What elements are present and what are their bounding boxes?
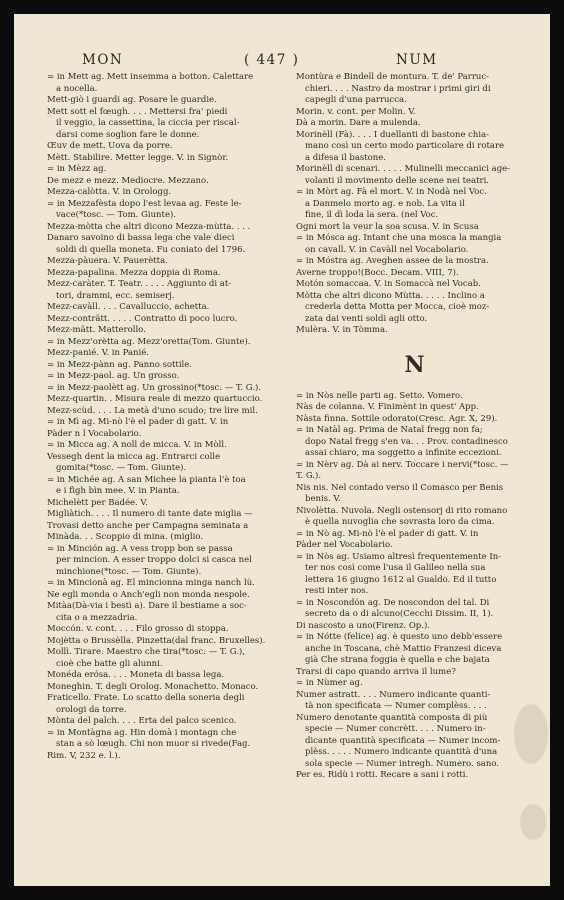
foxing-stain: [520, 804, 546, 840]
text-line: Mezz-mätt. Matterollo.: [47, 325, 146, 335]
right-column-top: [296, 72, 533, 337]
text-line: = in Natàl ag. Prima de Natal fregg non fa;: [296, 425, 483, 435]
text-line: = in Montàgna ag. Hin domà i montagn che: [47, 727, 237, 738]
section-letter-n: N: [404, 351, 425, 378]
text-line: capegli d'una parrucca.: [305, 95, 407, 105]
text-line: Mollì. Tirare. Maestro che tira(*tosc. — T. G.),: [47, 647, 245, 657]
text-line: per mincion. A esser troppo dolci si casca nel: [56, 555, 252, 565]
text-line: Di nascosto a uno(Firenz. Op.).: [296, 620, 430, 631]
text-line: Pàder nel Vocabolario.: [296, 540, 393, 550]
text-line: = in Noscondón ag. De noscondon del tal. Di: [296, 597, 490, 608]
text-line: Per es. Ridù i rotti. Recare a sani i rotti.: [296, 770, 469, 780]
text-line: Œuv de mett. Uova da porre.: [47, 141, 173, 151]
foxing-stain: [514, 704, 548, 764]
text-line: già Che strana foggia è quella e che bajata: [305, 655, 490, 665]
text-line: e i fìgh bìn mee. V. in Pianta.: [56, 486, 180, 496]
text-line: anche in Toscana, chè Mattio Franzesi diceva: [305, 643, 502, 654]
right-column: [296, 72, 533, 782]
text-line: orologi da torre.: [56, 704, 127, 715]
text-line: Nàs de colanna. V. Finimènt in quest' App.: [296, 402, 479, 412]
text-line: = in Mezz-pànn ag. Panno sottile.: [47, 359, 193, 370]
text-line: = in Mezz-paol. ag. Un grosso.: [47, 371, 180, 381]
text-line: Dà a morin. Dare a mulenda.: [296, 118, 421, 128]
text-line: mano così un certo modo particolare di rotare: [305, 141, 505, 151]
text-line: ter nos così come l'usa il Galileo nella sua: [305, 563, 486, 573]
text-line: = in Mincionà ag. El mincionna minga nanch lù.: [47, 578, 255, 588]
text-line: Minàda. . . Scoppio di mina. (miglio.: [47, 532, 204, 542]
text-line: stan a sò lœugh. Chi non muor si rivede(Fag.: [56, 739, 251, 749]
text-line: Michelètt per Badée. V.: [47, 497, 148, 508]
text-line: crederla detta Motta per Mocca, cioè moz-: [305, 302, 490, 312]
text-line: Nàsta finna. Sottile odorato(Cresc. Agr. X, 29).: [296, 413, 498, 424]
text-line: = in Mì ag. Mi-nò l'è el pader di gatt. V. in: [47, 417, 229, 427]
text-line: a Danmelo morto ag. e nob. La vita il: [305, 198, 465, 209]
text-line: sola specie — Numer intregh. Numero. sano.: [305, 758, 500, 769]
page-number: ( 447 ): [244, 52, 300, 68]
text-line: Mònta del palch. . . . Erta del palco scenico.: [47, 716, 237, 726]
text-line: = in Nò ag. Mi-nò l'è el pader di gatt. V. in: [296, 528, 479, 539]
text-line: fine, il dì loda la sera. (nel Voc.: [305, 210, 439, 220]
text-line: dopo Natal fregg s'en va. . . Prov. contadinesco: [305, 436, 508, 447]
text-line: Mezza-calòtta. V. in Orologg.: [47, 187, 172, 197]
text-line: Mezz-panié. V. in Panié.: [47, 348, 149, 358]
text-line: darsi come soglion fare le donne.: [56, 129, 200, 140]
text-line: resti inter nos.: [305, 586, 369, 596]
text-line: soldi di quella moneta. Fu coniato del 1796.: [56, 244, 246, 255]
text-line: Numer astratt. . . . Numero indicante quanti-: [296, 689, 491, 700]
text-line: specie — Numer concrètt. . . . Numero in-: [305, 724, 486, 734]
text-line: Mètt. Stabilire. Metter legge. V. in Signòr.: [47, 152, 229, 163]
text-line: assai chiaro, ma soggetto a infinite eccezioni.: [305, 448, 502, 458]
text-line: Pàder n l Vocabolario.: [47, 428, 142, 439]
text-line: Morin. v. cont. per Molin. V.: [296, 106, 416, 117]
text-line: plèss. . . . . Numero indicante quantità d'una: [305, 747, 498, 757]
text-line: dicante quantità specificata — Numer incom-: [305, 735, 501, 746]
header-right-word: NUM: [396, 52, 438, 68]
text-line: lettera 16 giugno 1612 al Gualdo. Ed il tutto: [305, 574, 497, 585]
text-line: = in Nùmer ag.: [296, 678, 363, 688]
text-line: Monéda erósa. . . . Moneta di bassa lega.: [47, 670, 225, 680]
text-line: Ogni mort la veur la soa scusa. V. in Scusa: [296, 221, 479, 232]
text-line: Mezz-scùd. . . . La metà d'uno scudo; tre lire mil.: [47, 405, 258, 416]
text-line: Mezza-papalina. Mezza doppia di Roma.: [47, 267, 221, 278]
text-line: Mitàa(Dà-via i bestì a). Dare il bestiame a soc-: [47, 601, 247, 611]
text-line: Nivolètta. Nuvola. Negli ostensorj di rito romano: [296, 505, 508, 516]
text-line: Motón somaccaa. V. in Somaccà nel Vocab.: [296, 279, 481, 289]
text-line: Mett-giò i guardi ag. Posare le guardie.: [47, 95, 217, 105]
text-line: vace(*tosc. — Tom. Giunte).: [56, 210, 177, 220]
text-line: Trarsi di capo quando arriva il lume?: [296, 666, 456, 677]
header-left-word: MON: [82, 52, 124, 68]
text-line: Rim. V, 232 e. l.).: [47, 750, 121, 761]
text-line: = in Mósca ag. Intant che una mosca la mangia: [296, 233, 502, 243]
text-line: Averne troppo!(Bocc. Decam. VIII, 7).: [296, 267, 459, 278]
text-line: Mezz-conträtt. . . . . Contratto di poco lucro.: [47, 313, 238, 324]
text-line: Mezz-caràter. T. Teatr. . . . . Aggiunto di at-: [47, 279, 232, 289]
text-line: T. G.).: [296, 471, 322, 481]
text-line: minchione(*tosc. — Tom. Giunte).: [56, 566, 202, 577]
text-line: Mojètta o Brussèlla. Pinzetta(dal franc. Bruxelles).: [47, 635, 266, 646]
text-line: Vessegh dent la micca ag. Entrarci colle: [47, 451, 221, 462]
text-line: Moneghin. T. degli Orolog. Monachetto. Monaco.: [47, 681, 259, 692]
text-line: = in Mòrt ag. Fà el mort. V. in Nodà nel Voc.: [296, 187, 487, 197]
text-line: Danaro savoino di bassa lega che vale dieci: [47, 233, 235, 243]
text-line: Mezz-quartin. . Misura reale di mezzo quartuccio.: [47, 394, 263, 404]
text-line: = in Móstra ag. Aveghen assee de la mostra.: [296, 256, 489, 266]
text-line: = in Minción ag. A vess tropp bon se passa: [47, 543, 233, 554]
text-line: Nis nis. Nel contado verso il Comasco per Benis: [296, 482, 504, 493]
left-column: [47, 72, 284, 762]
text-line: = in Nòs ag. Usiamo altresì frequentemente In-: [296, 551, 502, 562]
text-line: tà non specificata — Numer complèss. . . .: [305, 701, 487, 711]
scanned-page: [14, 14, 550, 886]
text-line: Mòtta che altri dicono Mùtta. . . . . Inclino a: [296, 290, 485, 301]
text-line: volanti il movimento delle scene nei teatri.: [305, 175, 489, 186]
text-line: = in Mezz-paolètt ag. Un grossino(*tosc. — T. G.).: [47, 382, 261, 393]
text-line: De mezz e mezz. Mediocre. Mezzano.: [47, 175, 209, 186]
text-line: = in Mezz'orètta ag. Mezz'oretta(Tom. Giunte).: [47, 336, 251, 347]
text-line: Mezza-pàuera. V. Pauerètta.: [47, 256, 168, 266]
text-line: zata dai venti soldi agli otto.: [305, 313, 428, 324]
text-line: = in Nótte (felice) ag. è questo uno debb'essere: [296, 632, 503, 642]
text-line: Mezza-mòtta che altri dicono Mezza-mùtta. . . .: [47, 221, 251, 232]
text-line: Montùra e Bindell de montura. T. de' Parruc-: [296, 72, 490, 82]
text-line: Mett sott el fœugh. . . . Mettersi fra' piedi: [47, 106, 228, 117]
text-line: Mezz-cavàll. . . . Cavalluccio, achetta.: [47, 302, 210, 312]
text-line: Migliàtich. . . . Il numero di tante date miglia —: [47, 509, 253, 519]
text-line: Trovasi detto anche per Campagna seminata a: [47, 520, 249, 531]
text-line: Fraticello. Frate. Lo scatto della soneria degli: [47, 693, 245, 703]
text-line: = in Mezzafèsta dopo l'est levaa ag. Feste le-: [47, 198, 242, 209]
text-line: = in Michée ag. A san Michee la pianta l'è toa: [47, 474, 246, 485]
text-line: secreto da o di alcuno(Cecchi Dissim. II, 1).: [305, 609, 494, 619]
text-line: = in Nèrv ag. Dà ai nerv. Toccare i nervi(*tosc. —: [296, 459, 509, 470]
text-line: = in Mèzz ag.: [47, 164, 107, 174]
text-line: cioè che batte gli alunni.: [56, 658, 163, 669]
text-line: il veggio, la cassettina, la ciccia per riscal-: [56, 118, 240, 128]
text-line: = in Nòs nelle parti ag. Setto. Vomero.: [296, 390, 463, 401]
text-line: gomita(*tosc. — Tom. Giunte).: [56, 463, 187, 473]
text-line: cita o a mezzadria.: [56, 612, 138, 623]
text-line: Moccón. v. cont. . . . Filo grosso di stoppa.: [47, 624, 229, 634]
text-line: benis. V.: [305, 494, 341, 504]
text-line: Morinèll (Fà). . . . I duellanti di bastone chia-: [296, 129, 490, 140]
text-line: è quella nuvoglia che sovrasta loro da cima.: [305, 517, 495, 527]
text-line: a nocella.: [56, 83, 98, 94]
text-line: = in Mett ag. Mett insemma a botton. Calettare: [47, 72, 254, 82]
text-line: Mulèra. V. in Tòmma.: [296, 325, 388, 335]
text-line: tori, drammi, ecc. semiserj.: [56, 290, 175, 301]
text-line: Numero denotante quantità composta di più: [296, 712, 488, 723]
text-line: Ne egli monda o Anch'egli non monda nespole.: [47, 589, 250, 600]
text-line: a difesa il bastone.: [305, 152, 386, 163]
right-column-bottom: [296, 391, 533, 782]
text-line: Morinèll di scenari. . . . . Mulinelli meccanici age-: [296, 164, 511, 174]
running-header: [14, 52, 550, 74]
text-line: on cavall. V. in Cavàll nel Vocabolario.: [305, 244, 469, 255]
text-line: = in Micca ag. A noll de micca. V. in Mòll.: [47, 440, 227, 450]
text-line: chieri. . . . Nastro da mostrar i primi giri di: [305, 83, 491, 94]
